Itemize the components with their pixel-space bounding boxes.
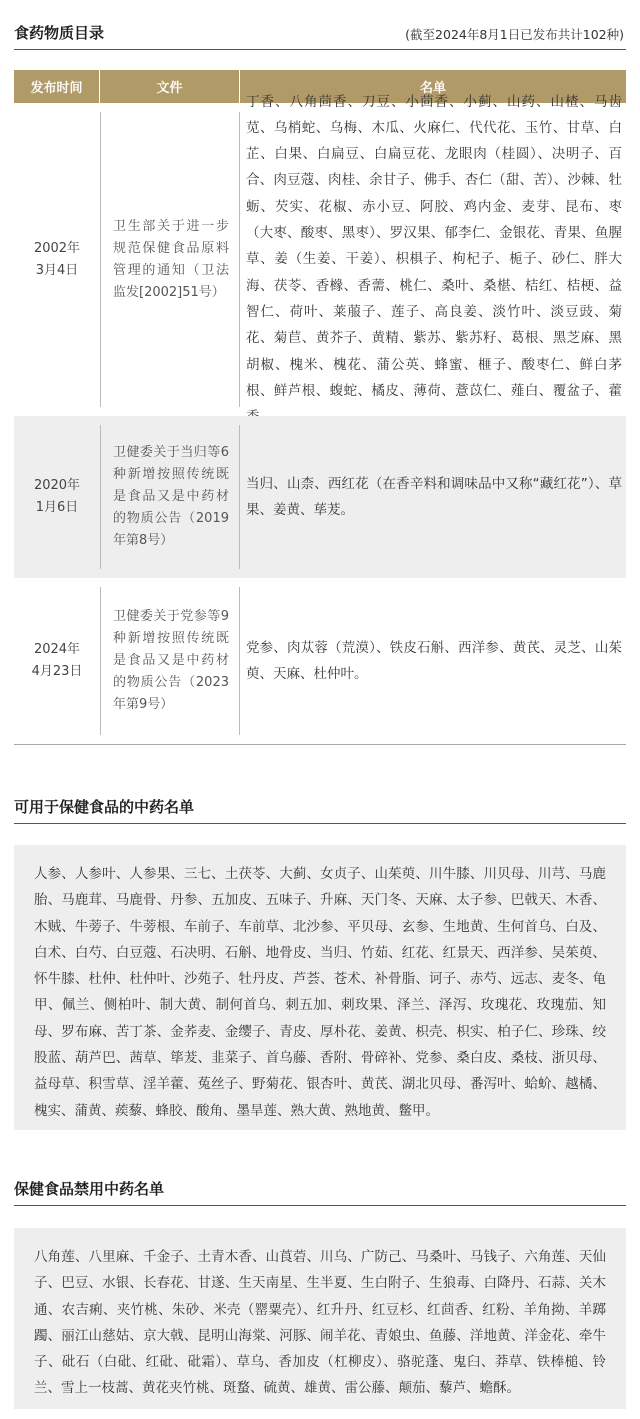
table-bottom-rule <box>14 744 626 745</box>
food-medicine-table <box>14 70 626 745</box>
table-row <box>14 103 626 416</box>
table-row <box>14 578 626 744</box>
table-row <box>14 416 626 578</box>
row-date: 2020年 1月6日 <box>33 478 81 515</box>
row-document: 卫健委关于党参等9种新增按照传统既是食品又是中药材的物质公告（2023年第9号） <box>100 587 240 735</box>
row-names: 党参、肉苁蓉（荒漠）、铁皮石斛、西洋参、黄芪、灵芝、山茱萸、天麻、杜仲叶。 <box>246 640 622 682</box>
section-health-food-herbs-header <box>14 790 626 824</box>
header-date: 发布时间 <box>14 70 100 103</box>
header-document: 文件 <box>100 70 240 103</box>
section-note: (截至2024年8月1日已发布共计102种) <box>405 27 624 42</box>
row-names: 苋、乌梢蛇、乌梅、木瓜、火麻仁、代代花、玉竹、甘草、白芷、白果、白扁豆、白扁豆花、龙眼肉（桂圆）、决明子、百合、肉豆蔻、肉桂、余甘子、佛手、杏仁（甜、苦）、沙棘、牡蛎、芡实、花椒、赤小豆、阿胶、鸡内金、麦芽、昆布、枣（大枣、酸枣、黑枣）、罗汉果、郁李仁、金银花、青果、鱼腥草、姜（生姜、干姜）、枳椇子、枸杞子、栀子、砂仁、胖大海、茯苓、香橼、香薷、桃仁、桑叶、桑椹、桔红、桔梗、益智仁、荷叶、莱菔子、莲子、高良姜、淡竹叶、淡豆豉、菊花、菊苣、黄芥子、黄精、紫苏、紫苏籽、葛根、黑芝麻、黑胡椒、槐米、槐花、蒲公英、蜂蜜、榧子、酸枣仁、鲜白茅根、鲜芦根、蝮蛇、橘皮、薄荷、薏苡仁、薤白、覆盆子、藿 <box>246 119 622 399</box>
row-date: 2024年 4月23日 <box>31 642 83 679</box>
prohibited-herbs-list: 八角莲、八里麻、千金子、土青木香、山莨菪、川乌、广防己、马桑叶、马钱子、六角莲、天仙子、巴豆、水银、长春花、甘遂、生天南星、生半夏、生白附子、生狼毒、白降丹、石蒜、关木通、农吉痢、夹竹桃、朱砂、米壳（罂粟壳）、红升丹、红豆杉、红茴香、红粉、羊角拗、羊踯躅、丽江山慈姑、京大戟、昆明山海棠、河豚、闹羊花、青娘虫、鱼藤、洋地黄、洋金花、牵牛子、砒石（白砒、红砒、砒霜）、草乌、香加皮（杠柳皮）、骆驼蓬、鬼臼、莽草、铁棒槌、铃兰、雪上一枝蒿、黄花夹竹桃、斑蝥、硫黄、雄黄、雷公藤、颠茄、藜芦、蟾酥。 <box>14 1228 626 1409</box>
row-names: 当归、山柰、西红花（在香辛料和调味品中又称“藏红花”）、草果、姜黄、荜茇。 <box>246 476 622 518</box>
section-food-medicine-header <box>14 16 626 50</box>
section-title: 食药物质目录 <box>14 24 105 42</box>
health-food-herbs-list: 人参、人参叶、人参果、三七、土茯苓、大蓟、女贞子、山茱萸、川牛膝、川贝母、川芎、马鹿胎、马鹿茸、马鹿骨、丹参、五加皮、五味子、升麻、天门冬、天麻、太子参、巴戟天、木香、木贼、牛蒡子、牛蒡根、车前子、车前草、北沙参、平贝母、玄参、生地黄、生何首乌、白及、白术、白芍、白豆蔻、石决明、石斛、地骨皮、当归、竹茹、红花、红景天、西洋参、吴茱萸、怀牛膝、杜仲、杜仲叶、沙苑子、牡丹皮、芦荟、苍术、补骨脂、诃子、赤芍、远志、麦冬、龟甲、佩兰、侧柏叶、制大黄、制何首乌、刺五加、刺玫果、泽兰、泽泻、玫瑰花、玫瑰茄、知母、罗布麻、苦丁茶、金荞麦、金缨子、青皮、厚朴花、姜黄、枳壳、枳实、柏子仁、珍珠、绞股蓝、葫芦巴、茜草、筚茇、韭菜子、首乌藤、香附、骨碎补、党参、桑白皮、桑枝、浙贝母、益母草、积雪草、淫羊藿、菟丝子、野菊花、银杏叶、黄芪、湖北贝母、番泻叶、蛤蚧、越橘、槐实、蒲黄、蒺藜、蜂胶、酸角、墨旱莲、熟大黄、熟地黄、鳖甲。 <box>14 845 626 1130</box>
row-date: 2002年 3月4日 <box>33 240 81 278</box>
header-names: 名单 <box>419 81 446 96</box>
row-document: 卫生部关于进一步规范保健食品原料管理的通知（卫法监发[2002]51号） <box>100 112 240 407</box>
section-title: 可用于保健食品的中药名单 <box>14 798 195 816</box>
section-prohibited-herbs-header <box>14 1172 626 1206</box>
row-document: 卫健委关于当归等6种新增按照传统既是食品又是中药材的物质公告（2019年第8号） <box>100 425 240 569</box>
section-title: 保健食品禁用中药名单 <box>14 1180 165 1198</box>
